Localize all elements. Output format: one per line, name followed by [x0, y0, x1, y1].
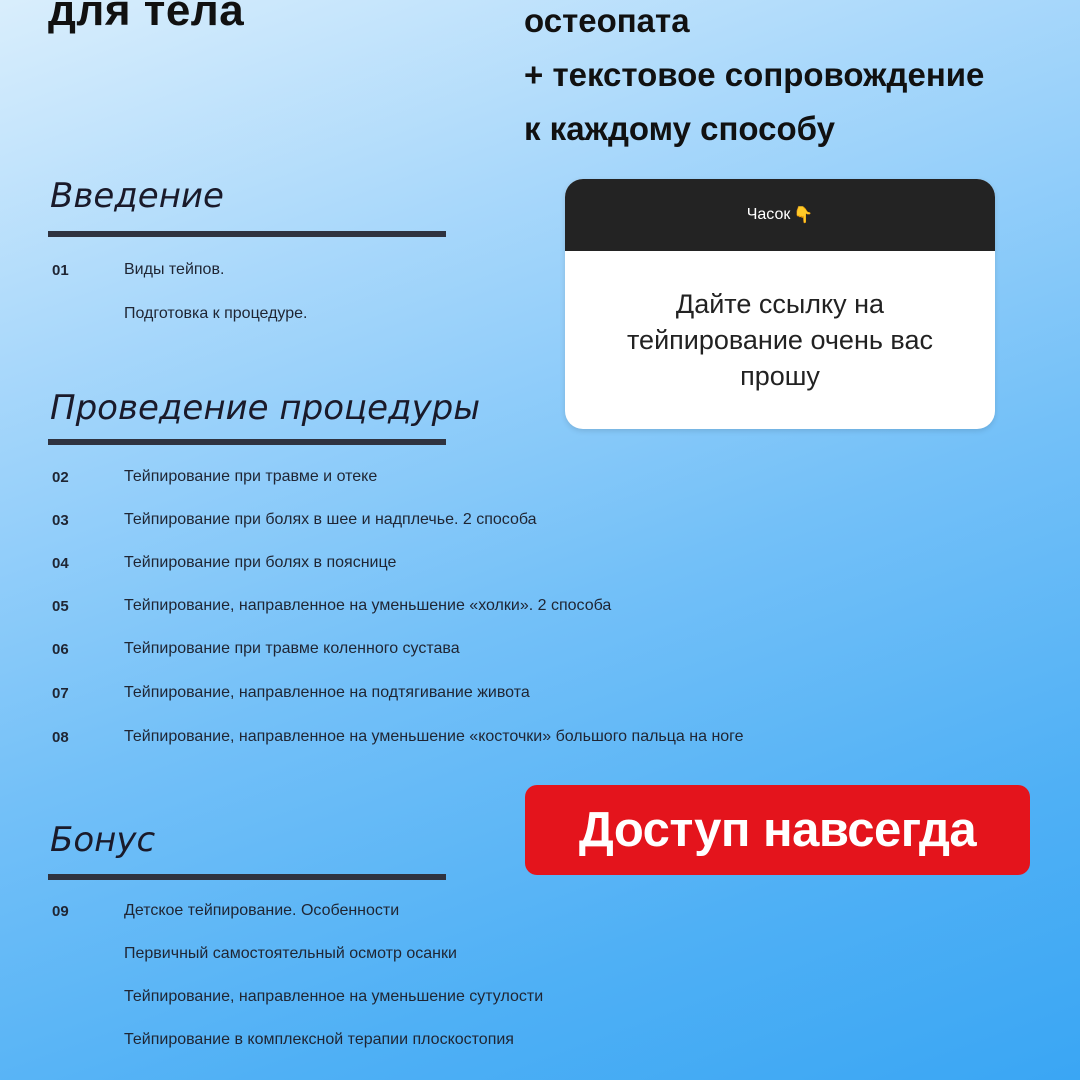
bonus-line: Первичный самостоятельный осмотр осанки — [124, 945, 457, 962]
question-line: прошу — [740, 361, 820, 391]
procedure-divider — [48, 439, 446, 445]
intro-number: 01 — [52, 262, 69, 279]
question-card-body — [565, 251, 995, 429]
left-title: для тела — [48, 0, 245, 35]
procedure-item-text: Тейпирование, направленное на уменьшение «косточки» большого пальца на ноге — [124, 728, 744, 745]
pointing-down-icon: 👇 — [793, 207, 814, 224]
procedure-item-text: Тейпирование при травме и отеке — [124, 468, 378, 485]
question-card-header — [565, 179, 995, 251]
right-title-line-3: к каждому способу — [524, 110, 835, 147]
question-card — [565, 179, 995, 429]
procedure-heading: Проведение процедуры — [50, 388, 481, 428]
procedure-item-number: 02 — [52, 469, 69, 486]
procedure-item-text: Тейпирование, направленное на уменьшение «холки». 2 способа — [124, 597, 612, 614]
procedure-item-number: 03 — [52, 512, 69, 529]
intro-divider — [48, 231, 446, 237]
right-title-line-1: остеопата — [524, 2, 690, 39]
question-line: Дайте ссылку на — [675, 289, 885, 319]
bonus-line: Тейпирование, направленное на уменьшение сутулости — [124, 988, 544, 1005]
intro-line-2: Подготовка к процедуре. — [124, 305, 308, 322]
intro-heading: Введение — [50, 176, 224, 216]
procedure-item-text: Тейпирование при болях в пояснице — [124, 554, 397, 571]
bonus-number: 09 — [52, 903, 69, 920]
question-card-header-label: Часок — [746, 206, 791, 223]
procedure-item-number: 07 — [52, 685, 69, 702]
intro-line-1: Виды тейпов. — [124, 261, 225, 278]
bonus-heading: Бонус — [50, 820, 156, 860]
procedure-item-number: 04 — [52, 555, 69, 572]
procedure-item-number: 08 — [52, 729, 69, 746]
procedure-item-number: 05 — [52, 598, 69, 615]
procedure-item-number: 06 — [52, 641, 69, 658]
right-title-line-2: + текстовое сопровождение — [524, 56, 985, 93]
procedure-item-text: Тейпирование при травме коленного сустава — [124, 640, 460, 657]
procedure-item-text: Тейпирование, направленное на подтягивание живота — [124, 684, 530, 701]
question-line: тейпирование очень вас — [626, 325, 933, 355]
bonus-divider — [48, 874, 446, 880]
lifetime-access-badge: Доступ навсегда — [525, 785, 1030, 875]
bonus-line: Детское тейпирование. Особенности — [124, 902, 400, 919]
bonus-line: Тейпирование в комплексной терапии плоскостопия — [124, 1031, 514, 1048]
procedure-item-text: Тейпирование при болях в шее и надплечье. 2 способа — [124, 511, 537, 528]
